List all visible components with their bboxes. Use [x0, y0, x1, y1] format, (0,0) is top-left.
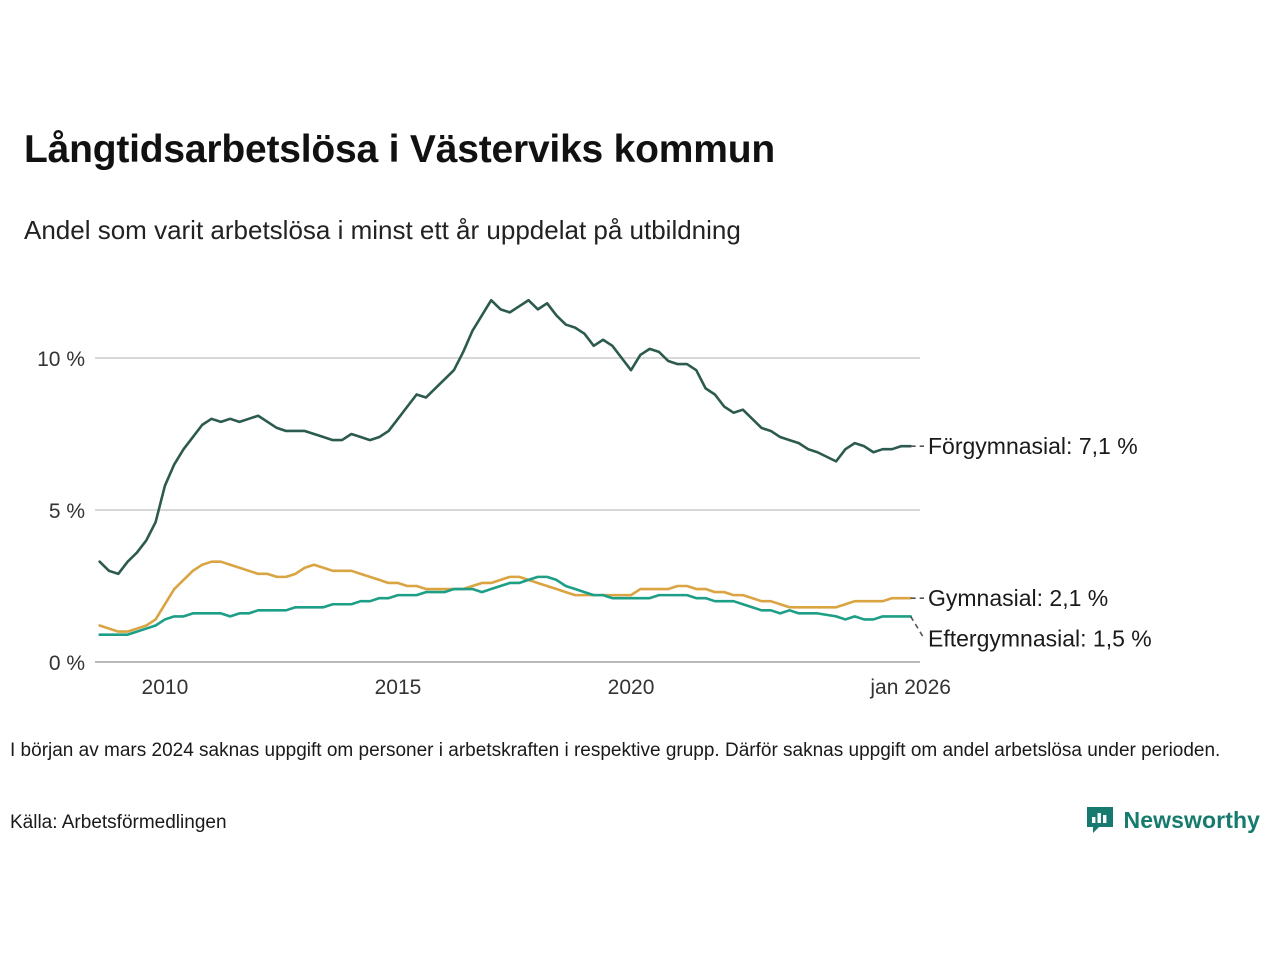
series-line-eftergymnasial	[100, 577, 911, 635]
y-tick-label: 0 %	[48, 652, 85, 675]
brand-logo	[1085, 805, 1260, 835]
line-chart	[0, 262, 1280, 707]
series-label-eftergymnasial: Eftergymnasial: 1,5 %	[928, 625, 1152, 652]
chart-source: Källa: Arbetsförmedlingen	[10, 812, 227, 833]
chart-note: I början av mars 2024 saknas uppgift om personer i arbetskraften i respektive grupp. Därför saknas uppgift om andel arbetslösa under perioden.	[10, 740, 1221, 761]
series-labels	[928, 433, 1152, 651]
series-lines	[100, 300, 911, 634]
y-tick-label: 10 %	[37, 348, 85, 371]
x-tick-label: jan 2026	[870, 676, 951, 699]
gridlines	[95, 358, 920, 662]
series-label-gymnasial: Gymnasial: 2,1 %	[928, 585, 1109, 612]
x-axis-labels	[142, 676, 951, 699]
series-line-gymnasial	[100, 562, 911, 632]
chart-svg	[0, 262, 1280, 707]
x-tick-label: 2010	[141, 676, 189, 699]
series-leaders	[911, 446, 924, 638]
series-line-forgymnasial	[100, 300, 911, 574]
y-tick-label: 5 %	[48, 500, 85, 523]
y-axis-labels	[37, 348, 85, 675]
x-tick-label: 2015	[374, 676, 422, 699]
series-label-forgymnasial: Förgymnasial: 7,1 %	[928, 433, 1138, 460]
brand-name: Newsworthy	[1123, 806, 1260, 833]
page-title: Långtidsarbetslösa i Västerviks kommun	[24, 128, 775, 171]
bar-chart-icon	[1085, 805, 1115, 835]
x-tick-label: 2020	[607, 676, 655, 699]
page-subtitle: Andel som varit arbetslösa i minst ett år uppdelat på utbildning	[24, 215, 741, 245]
